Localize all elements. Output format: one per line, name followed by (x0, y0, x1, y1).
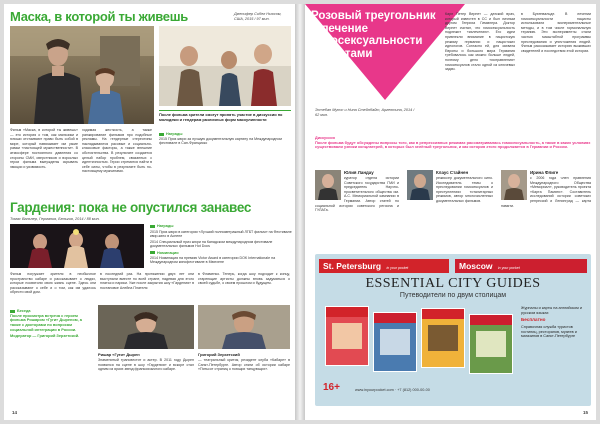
article1-photo-side (159, 26, 291, 106)
bio-3-text: с 2006 года член правления Международного Общества «Мемориал», руководитель проекта «Карта Памяти». Составитель исследований истории советских репрессий и Ленинград — карта памяти. (501, 176, 591, 208)
person1-text: Знаменитый трансвестит и актер. В 2011 году Дырен появился на сцене в шоу «Гардения» и вскоре стал одним из ярких звезд франкоязычного кабаре. (98, 358, 194, 372)
promo-brand-spb (319, 259, 449, 273)
promo-cover-3 (421, 308, 465, 368)
bio-3-photo (501, 170, 527, 200)
promo-info (521, 306, 585, 339)
article1-title: Маска, в которой ты живешь (10, 9, 188, 24)
beseda-text: После просмотра встреча с героем фильма Ришаром «Гуги» Дыреном, а также с докторами по вопросам социальной интеграции в России. (10, 312, 82, 332)
bio-1-name: Юлия Ландау (344, 170, 374, 175)
article1-text-col1: Фильм «Маска, в которой ты живешь» — это история о том, как мальчики и юноши отстаивают право быть собой в мире, который навязывает им узкие рамки «настоящей мужественности». В атмосфере постоянного давления со стороны СМИ, сверстников и взрослых герои фильма вынуждены скрывать эмоции и уязвимость. (10, 128, 78, 169)
article2-photo (10, 224, 144, 268)
promo-cover-1 (325, 306, 369, 366)
person1-bio (98, 352, 194, 372)
article2-award-2: 2014 Специальный приз жюри на Канадском международном фестивале документальных фильмов Hot Docs (150, 239, 273, 249)
promo-age: 16+ (323, 382, 340, 393)
article1-awards (159, 132, 291, 146)
right-page (305, 4, 596, 420)
promo-tag-spb: in your pocket (386, 266, 409, 270)
article1-text-col2: ходимая жесткость, а также ранжирование фильмов про подобные рекламы. На гендерные стереотипы накладываются расовые и социально-классовые факторы, а также внешние обстоятельства. В результате создается целый набор проблем, связанных с идентичностью. Герои стремятся найти в себе силы, чтобы в результате быть по-настоящему мужчинами. (82, 128, 152, 174)
article2-text-col2: в последний раз. На протяжении двух лет они выступали вместе по всей стране, надевая для этого платья и парики. Уже после закрытия шоу «Гардения» в постановке Алейна Плателя (100, 272, 194, 290)
article1-photo (10, 26, 154, 124)
promo-brand-spb-text: St. Petersburg (323, 261, 382, 271)
bio-2 (407, 170, 493, 204)
article2-text-col3: в Фламенко. Теперь, когда шоу подходит к концу, стареющие артисты должны вновь задуматься о своей судьбе, о своем прошлом и будущем. (198, 272, 290, 286)
article1-credit-line2: США, 2015 / 97 мин. (234, 16, 270, 21)
bio-3-name: Ирина Флиге (530, 170, 559, 175)
beseda-moderator: Модератор — Григорий Зерзетский. (10, 332, 80, 338)
article3-title-line2: и лечение (311, 22, 369, 35)
article1-awards-head: Награды (159, 132, 291, 137)
promo-brand-moscow-text: Moscow (459, 261, 493, 271)
article3-title-line3: гомосексуальности (311, 35, 423, 47)
article1-awards-text: 2015 Приз жюри за лучшую документальную картину на Международном фестивале в Сан-Франциско (159, 136, 282, 146)
article1-credit (234, 12, 294, 22)
promo-headline: ESSENTIAL CITY GUIDES (365, 276, 541, 291)
article3-text-col2: в Бухенвальде. В лечении гомосексуальности нацисты использовали экспериментальные методы, и в том числе гормональную терапию. Эти эксперименты стали частью масштабной программы преследования и уничтожения людей. Фильм рассказывает историю выживших свидетелей и последствия этой истории. (521, 12, 591, 53)
left-page (4, 4, 295, 420)
article2-awards (150, 224, 292, 265)
promo-ad[interactable] (315, 254, 591, 406)
discussion-head: Дискуссия (315, 136, 335, 140)
article2-award-3: 2014 Номинация на премию Victor Award в категории DOK Internationale на Международном кинофестивале в Мюнхене (150, 255, 276, 265)
article2-text-col1: Фильм погружает зрителя в необычное пространство кабаре и рассказывает о людях, которые посвятили свою жизнь сцене. Здесь они рассказывают о себе и о том, как им удалось обрести свой дом. (10, 272, 96, 295)
promo-cover-2 (373, 312, 417, 372)
promo-hotels: Справочная служба туристов гостиниц, ресторанов, музеев и магазинов в Санкт-Петербурге (521, 325, 577, 339)
article3-discussion (315, 136, 591, 150)
bio-2-name: Клаус Стайнен (436, 170, 469, 175)
bio-1 (315, 170, 399, 213)
person2-bio (198, 352, 290, 372)
bio-1-photo (315, 170, 341, 200)
article3-title (311, 10, 451, 60)
person2-caption: Григорий Зерзетский (198, 352, 240, 357)
page-number-left: 14 (12, 410, 18, 415)
person2-text: — театральный критик, резидент клуба «Кабаре» в Санкт-Петербурге. Автор книги об истории кабаре «Пятьсот страниц о поющих танцующих». (198, 358, 290, 372)
bio-2-photo (407, 170, 433, 200)
article2-credit: Томас Вальнер, Германия, Бельгия, 2014 / 88 мин. (10, 217, 100, 221)
bio-1-text: куратор отдела истории Советского государства ГМИ и председатель Научно-просветительного общества им. А.С. Мемориальной кампании в Германии. Автор статей по социальной истории советского региона и ГУЛАГа. (315, 176, 399, 213)
article2-beseda (10, 309, 90, 339)
article1-credit-line1: Дженифер Сибел Ньюсом, (234, 12, 282, 16)
page-number-right: 15 (582, 410, 588, 415)
person1-photo (98, 305, 194, 349)
book-spine (295, 4, 305, 420)
promo-subheadline: Путеводители по двум столицам (399, 292, 507, 299)
promo-contacts[interactable]: www.inyourpocket.com · +7 (812) 000-00-00 (355, 388, 430, 392)
article2-nominations-head: Номинации (150, 251, 292, 256)
person2-photo (198, 305, 290, 349)
person1-caption: Ришар «Гуги» Дырен (98, 352, 140, 357)
bio-3 (501, 170, 591, 208)
article3-title-line1: Розовый треугольник (311, 10, 436, 22)
article1-callout: После фильма зрители смогут принять участие в дискуссии по молодежи и гендерам различных форм маскулинности (159, 110, 291, 123)
article3-title-line4: нацистами (311, 47, 373, 60)
article2-awards-head: Награды (150, 224, 292, 229)
beseda-head: Беседа (10, 309, 90, 314)
article3-text-col1: Карл Петер Вернет — датский врач, который известен в СС и был личным другом Генриха Гиммлера. Доктор Вернет считал, что гомосексуальность подлежит «излечению». Его идеи привлекли внимание в нацистскую режиму германии и нацистских идеологов. Согласно ей, для захвата Европы и большого мира Германия требовалось как можно больше людей, поэтому дело «исправления» гомосексуалов стало одной из ключевых задач. (445, 12, 515, 72)
promo-free: Бесплатно (521, 317, 546, 323)
promo-tagline: Журналы и карты на английском и русском языках (521, 306, 582, 315)
article2-title: Гардения: пока не опустился занавес (10, 200, 252, 215)
article3-credit: Эстебан Мунос и Нина Стейнбайт, Аргентина, 2014 / 62 мин. (315, 108, 415, 117)
bio-2-text: режиссер документального кино. Исследователь темы о преследовании гомосексуалов и преступлениях тоталитарных режимов, автор многочисленных документальных фильмов. (436, 176, 493, 203)
promo-brand-moscow (455, 259, 587, 273)
promo-cover-4 (469, 314, 513, 374)
promo-tag-moscow: in your pocket (497, 266, 520, 270)
article2-award-1: 2015 Приз жюри в категории «Лучший полнометражный ЛГБТ фильм» на Фестивале квир-кино в Аспене (150, 229, 292, 239)
discussion-text: После фильма будут обсуждены вопросы того, как в репрессивных режимах рассматривалась гомосексуальность, а также в каких условиях существовали узники концлагерей, в которых был зелёный треугольник, и как история этого продолжается в Германии и России. (315, 139, 591, 150)
